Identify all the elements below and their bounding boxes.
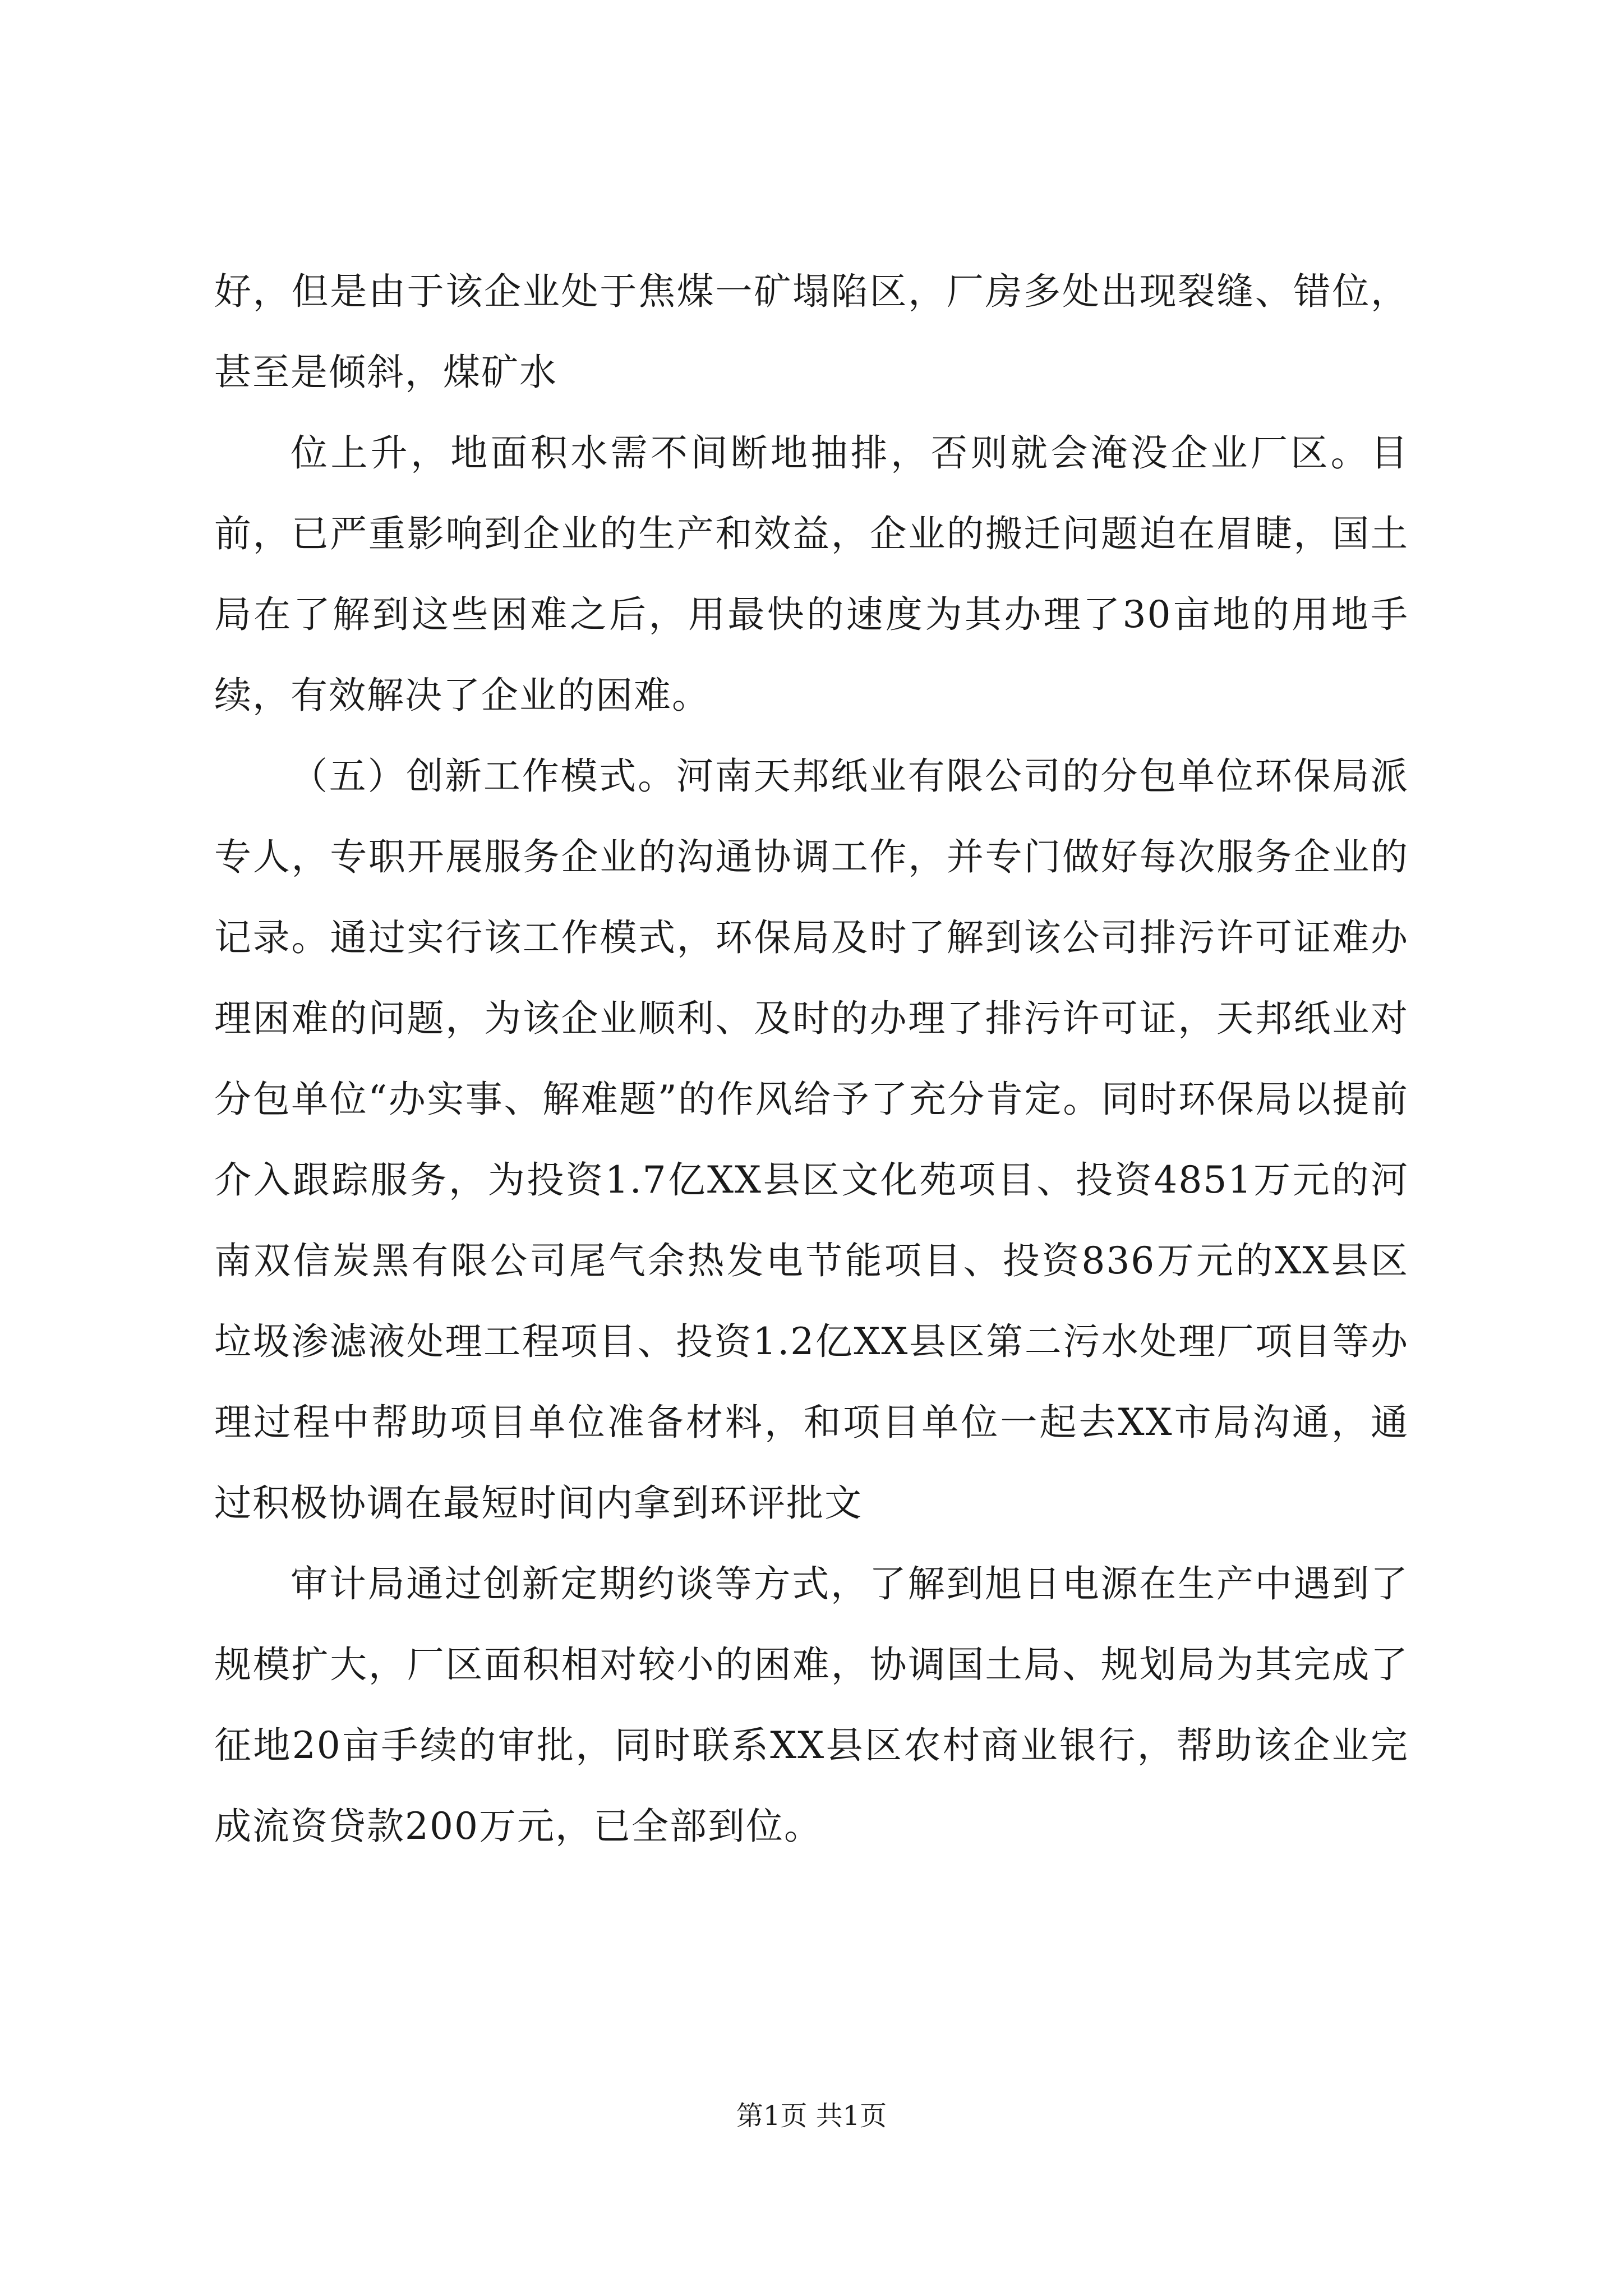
- paragraph-audit-bureau: 审计局通过创新定期约谈等方式，了解到旭日电源在生产中遇到了规模扩大，厂区面积相对较小的困难，协调国土局、规划局为其完成了征地20亩手续的审批，同时联系XX县区农村商业银行，帮助该企业完成流资贷款200万元，已全部到位。: [214, 1562, 1409, 1848]
- page-number-label: 第1页 共1页: [736, 2100, 887, 2132]
- document-body: [214, 251, 1409, 1867]
- page-footer: [0, 2099, 1623, 2133]
- paragraph-continuation: 好，但是由于该企业处于焦煤一矿塌陷区，厂房多处出现裂缝、错位，甚至是倾斜，煤矿水: [214, 270, 1409, 394]
- paragraph-work-mode-innovation: （五）创新工作模式。河南天邦纸业有限公司的分包单位环保局派专人，专职开展服务企业的沟通协调工作，并专门做好每次服务企业的记录。通过实行该工作模式，环保局及时了解到该公司排污许可证难办理困难的问题，为该企业顺利、及时的办理了排污许可证，天邦纸业对分包单位“办实事、解难题”的作风给予了充分肯定。同时环保局以提前介入跟踪服务，为投资1.7亿XX县区文化苑项目、投资4851万元的河南双信炭黑有限公司尾气余热发电节能项目、投资836万元的XX县区垃圾渗滤液处理工程项目、投资1.2亿XX县区第二污水处理厂项目等办理过程中帮助项目单位准备材料，和项目单位一起去XX市局沟通，通过积极协调在最短时间内拿到环评批文: [214, 754, 1409, 1525]
- paragraph-land-procedure: 位上升，地面积水需不间断地抽排，否则就会淹没企业厂区。目前，已严重影响到企业的生产和效益，企业的搬迁问题迫在眉睫，国土局在了解到这些困难之后，用最快的速度为其办理了30亩地的用地手续，有效解决了企业的困难。: [214, 431, 1409, 717]
